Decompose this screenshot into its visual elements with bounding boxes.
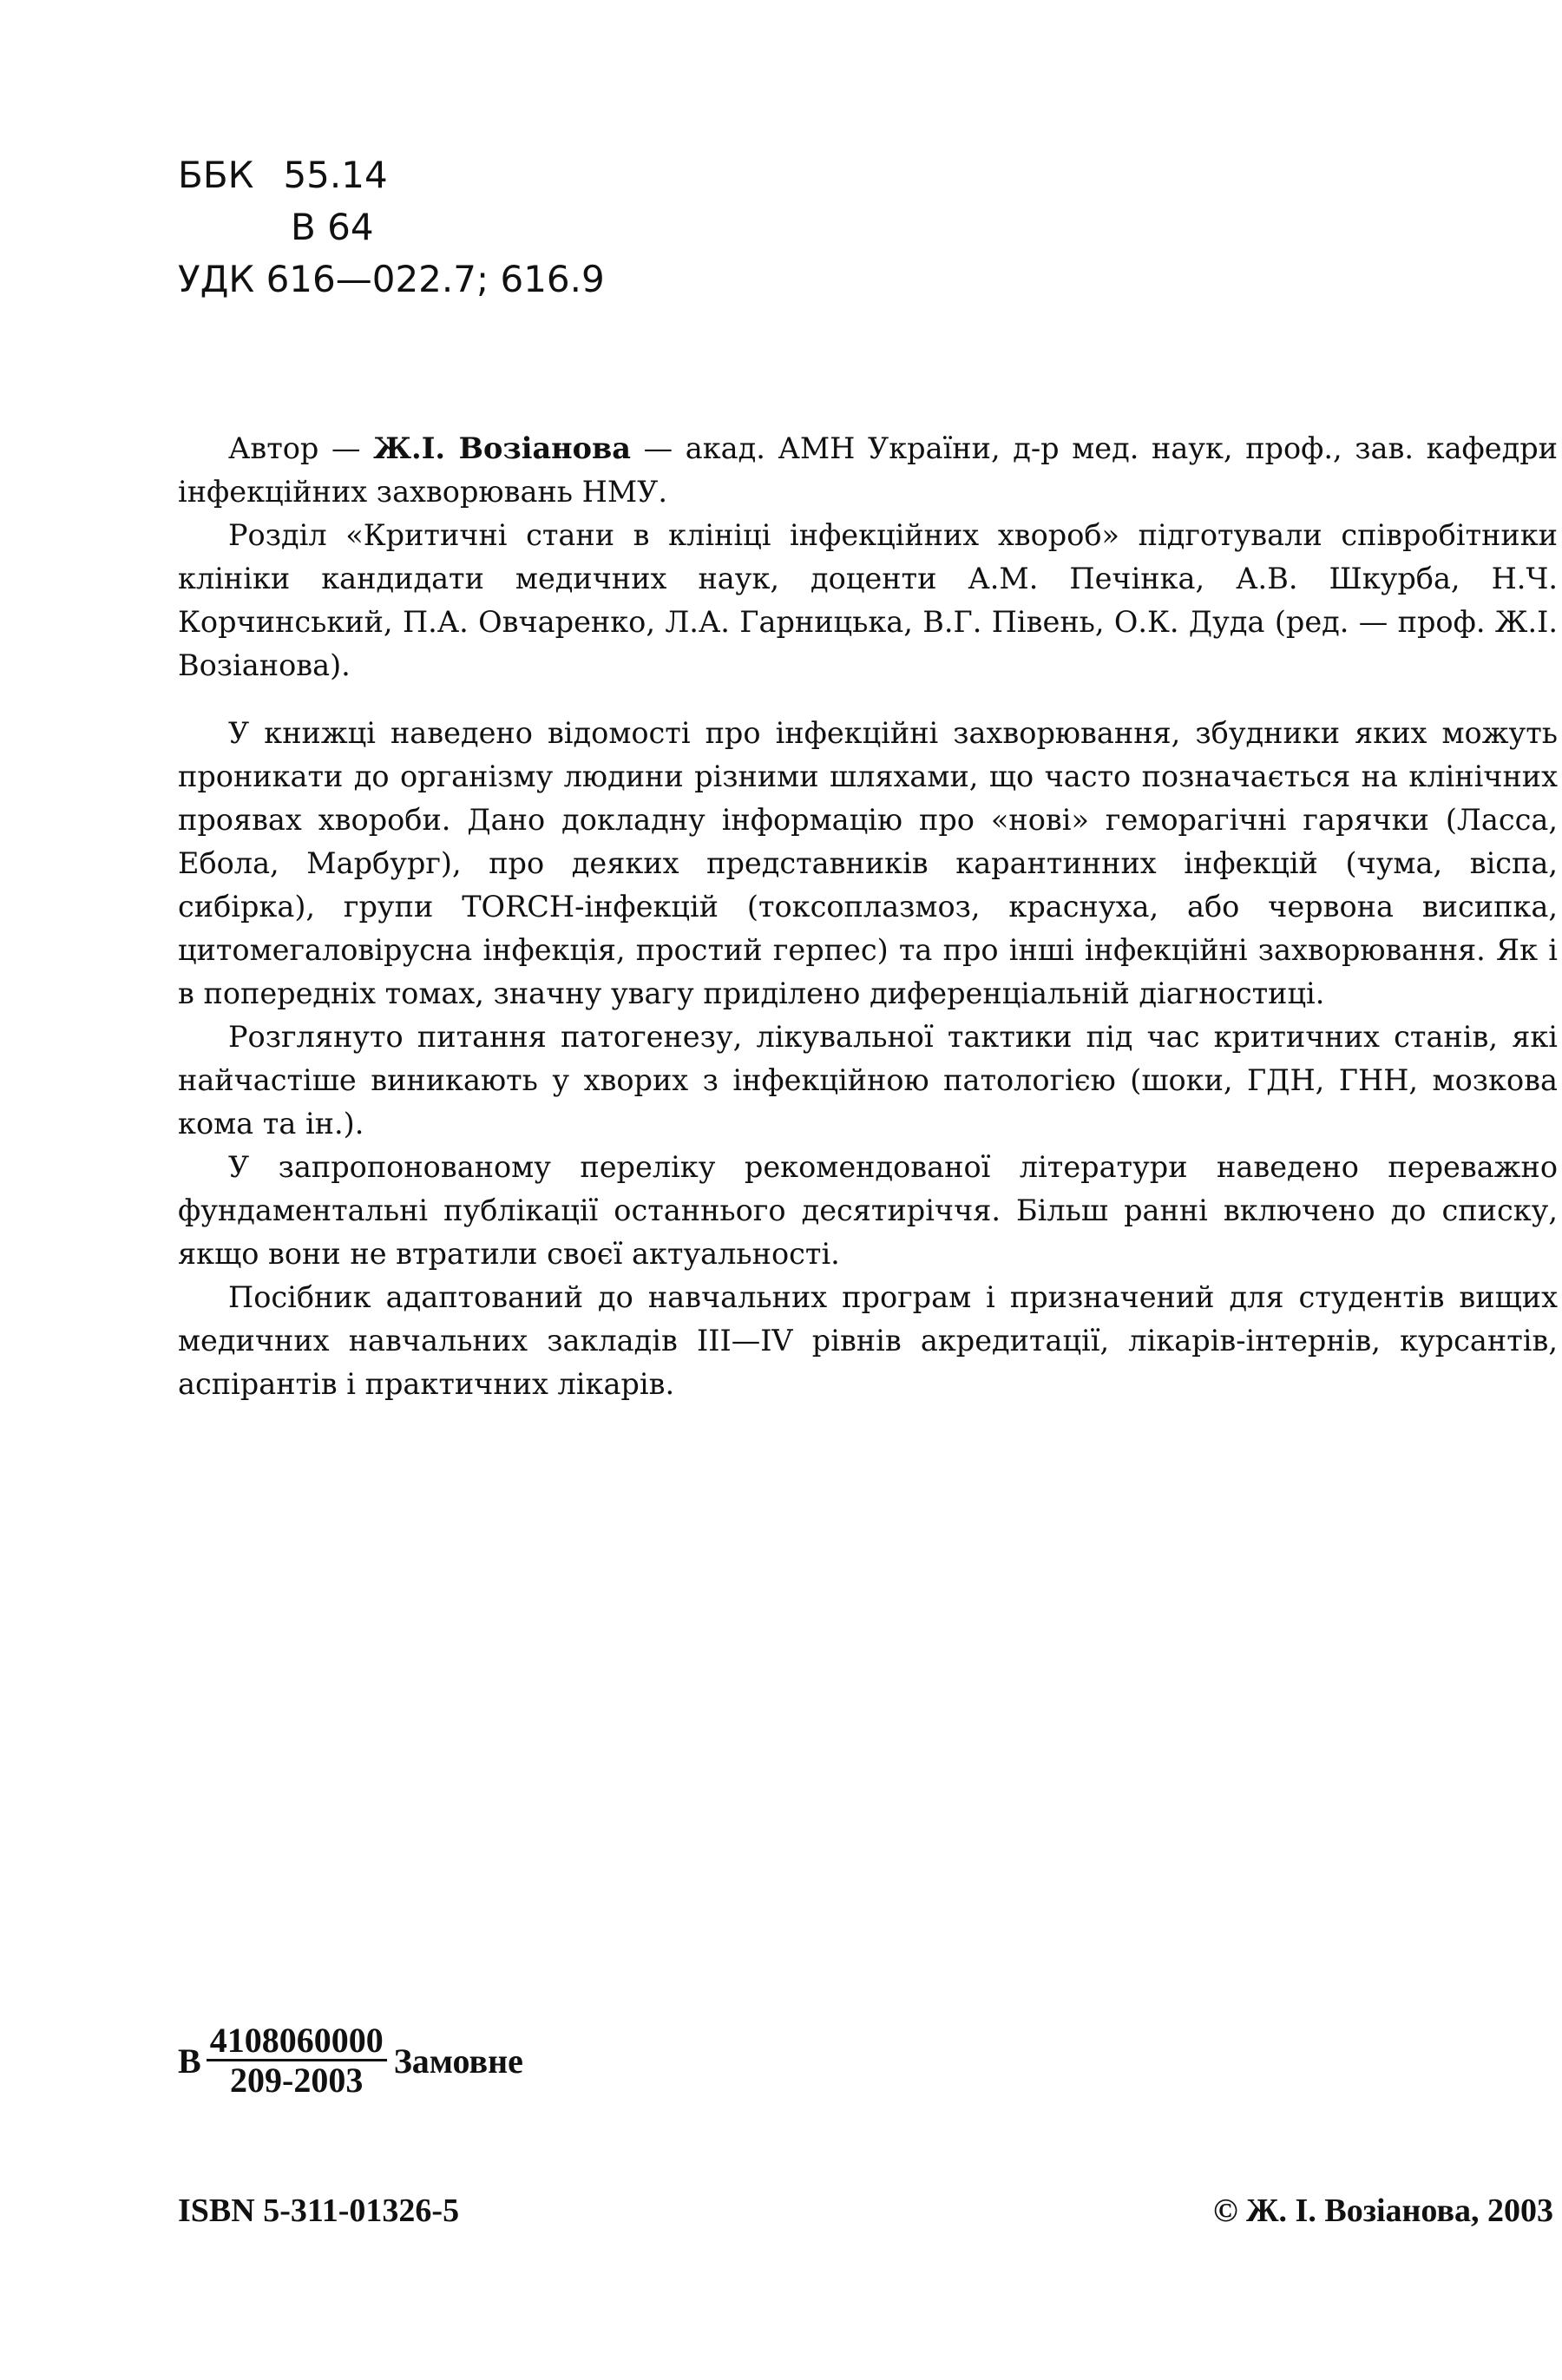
classification-block <box>178 149 605 306</box>
publishing-code <box>178 2022 523 2100</box>
author-suffix: — акад. АМН України, д-р мед. наук, проф., зав. кафедри інфекційних захворювань НМУ. <box>178 431 1558 509</box>
author-name: Ж.І. Возіанова <box>373 431 632 465</box>
code-denominator: 209-2003 <box>230 2061 364 2100</box>
annotation-paragraph-3: У запропонованому переліку рекомендованої літератури наведено переважно фундаментальні публікації останнього десятиріччя. Більш ранні включено до списку, якщо вони не втратили своєї актуальності. <box>178 1150 1558 1271</box>
code-prefix: В <box>178 2041 201 2081</box>
annotation-paragraph-1: У книжці наведено відомості про інфекційні захворювання, збудники яких можуть проникати до організму людини різними шляхами, що часто позначається на клінічних проявах хвороби. Дано докладну інформацію про «нові» геморагічні гарячки (Ласса, Ебола, Марбург), про деяких представників карантинних інфекцій (чума, віспа, сибірка), групи TORCH-інфекцій (токсоплазмоз, краснуха, або червона висипка, цитомегаловірусна інфекція, простий герпес) та про інші інфекційні захворювання. Як і в попередніх томах, значну увагу приділено диференціальній діагностиці. <box>178 716 1558 1010</box>
bbk-label: ББК <box>178 154 254 196</box>
bbk-line <box>178 149 605 201</box>
author-prefix: Автор — <box>228 431 374 465</box>
isbn: ISBN 5-311-01326-5 <box>178 2193 460 2229</box>
annotation-paragraph-2: Розглянуто питання патогенезу, лікувальної тактики під час критичних станів, які найчастіше виникають у хворих з інфекційною патологією (шоки, ГДН, ГНН, мозкова кома та ін.). <box>178 1020 1558 1141</box>
udk-code: УДК 616—022.7; 616.9 <box>178 258 605 300</box>
section-credits-paragraph: Розділ «Критичні стани в клініці інфекційних хвороб» підготували співробітники клініки кандидати медичних наук, доценти А.М. Печінка, А.В. Шкурба, Н.Ч. Корчинський, П.А. Овчаренко, Л.А. Гарницька, В.Г. Півень, О.К. Дуда (ред. — проф. Ж.І. Возіанова). <box>178 518 1558 682</box>
author-mark: В 64 <box>291 206 374 248</box>
code-numerator: 4108060000 <box>207 2022 387 2061</box>
code-word: Замовне <box>393 2041 523 2081</box>
code-fraction <box>207 2022 387 2100</box>
copyright: © Ж. І. Возіанова, 2003 <box>1213 2193 1553 2229</box>
author-paragraph <box>178 427 1558 514</box>
annotation-paragraph-4: Посібник адаптований до навчальних програм і призначений для студентів вищих медичних навчальних закладів III—IV рівнів акредитації, лікарів-інтернів, курсантів, аспірантів і практичних лікарів. <box>178 1280 1558 1401</box>
bbk-number: 55.14 <box>283 154 388 196</box>
main-text <box>178 427 1558 1406</box>
